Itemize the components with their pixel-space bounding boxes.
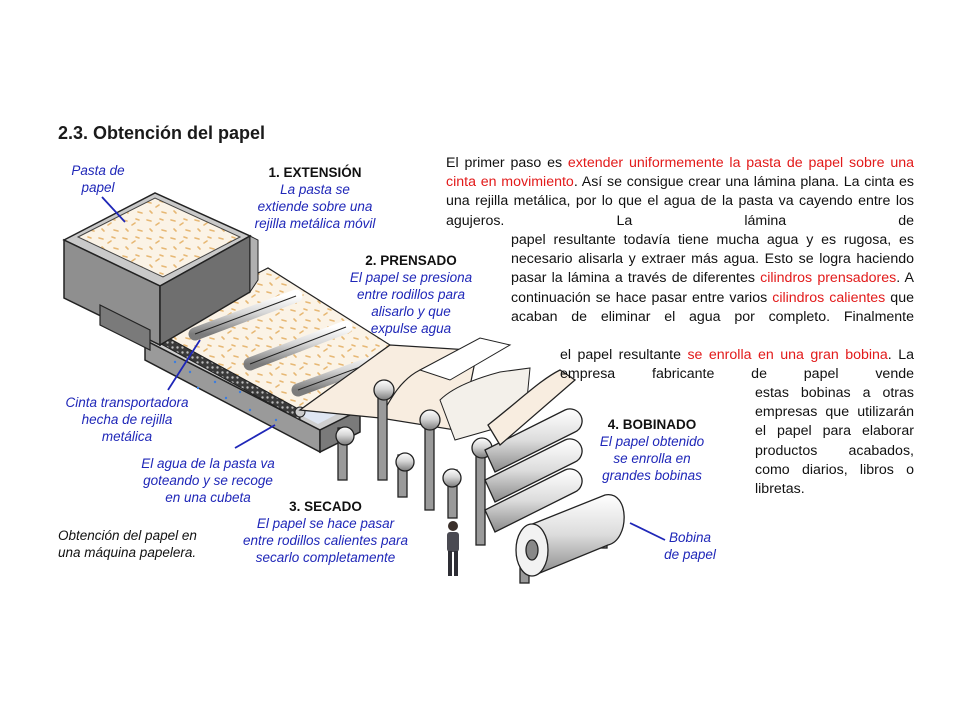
page-title: 2.3. Obtención del papel [58,123,266,143]
para-highlight-3: cilindros calientes [772,289,886,306]
label-cinta [52,394,202,445]
label-cinta-text: Cinta transportadora hecha de rejilla metálica [65,395,189,444]
paragraph-block-1 [446,154,914,231]
para-highlight-1: extender uniformemente la pasta de papel sobre una cinta en movimiento [446,155,914,191]
step-4-text: El papel obtenido se enrolla en grandes bobinas [599,434,705,483]
para-text-2: . Así se consigue crear una lámina plana. La cinta es una rejilla metálica, por lo que el agua de la pasta va cayendo entre los agujeros. La lámina de [446,174,915,229]
step-3-text: El papel se hace pasar entre rodillos calientes para secarlo completamente [242,516,409,565]
label-agua-text: El agua de la pasta va goteando y se recoge en una cubeta [141,456,275,505]
para-text-5: que acaban de eliminar el agua por completo. Finalmente [511,289,914,325]
step-1-heading: 1. EXTENSIÓN [268,165,362,180]
label-pasta [58,162,138,196]
para-text-3: papel resultante todavía tiene mucha agua y es rugosa, es necesario alisarla y extraer más agua. Esto se logra haciendo pasar la lámina a través de diferentes [511,232,914,287]
para-text-8: estas bobinas a otras empresas que utilizarán el papel para elaborar productos acabados, como diarios, libros o libretas. [755,385,914,498]
step-3-heading: 3. SECADO [289,499,362,514]
step-4-heading: 4. BOBINADO [607,417,697,432]
step-4-label [582,416,722,484]
para-highlight-4: se enrolla en una gran bobina [687,347,888,363]
step-1-text: La pasta se extiende sobre una rejilla metálica móvil [254,182,376,231]
para-text-7: . La empresa fabricante de papel vende [560,347,914,383]
label-bobina [655,529,725,563]
step-2-heading: 2. PRENSADO [365,253,457,268]
person-icon [447,521,459,576]
para-text-6: el papel resultante [560,347,688,363]
para-text-1: El primer paso es [446,155,568,171]
step-2-label [336,252,486,337]
label-bobina-text: Bobina de papel [664,530,716,562]
paragraph-block-2 [511,231,914,327]
para-text-4: . A continuación se hace pasar entre varios [511,270,914,306]
step-2-text: El papel se presiona entre rodillos para alisarlo y que expulse agua [349,270,473,336]
figure-caption: Obtención del papel en una máquina papelera. [58,528,197,560]
step-1-label [240,164,390,232]
para-highlight-2: cilindros prensadores [760,270,897,287]
step-3-label [228,498,423,566]
paragraph-block-3 [560,346,914,384]
paragraph-block-4 [755,384,914,499]
label-pasta-text: Pasta de papel [71,163,125,195]
